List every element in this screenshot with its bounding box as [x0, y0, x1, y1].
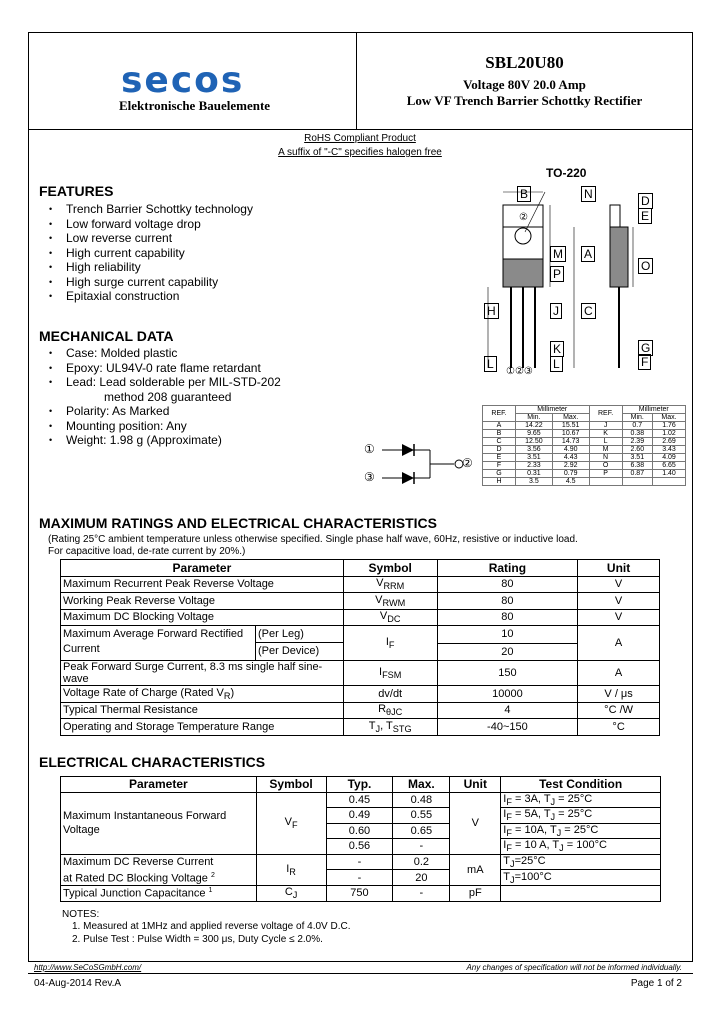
- dim-label-c: C: [581, 303, 596, 319]
- mech-item: method 208 guaranteed: [104, 389, 232, 404]
- table-row: Maximum Average Forward Rectified Current (Per Leg) (Per Device) $I_F$ 10 A: [61, 626, 660, 644]
- dim-label-n: N: [581, 186, 596, 202]
- mechanical-title: MECHANICAL DATA: [39, 328, 174, 344]
- mech-item: • Mounting position: Any: [39, 419, 281, 434]
- feature-item: • High surge current capability: [39, 275, 253, 290]
- dim-label-d: D: [638, 193, 653, 209]
- logo-subtitle: Elektronische Bauelemente: [119, 98, 271, 113]
- spec-line2: Low VF Trench Barrier Schottky Rectifier: [406, 93, 643, 108]
- table-row: Typical Thermal Resistance $R_{\theta JC}$ 4 °C /W: [61, 702, 660, 719]
- dim-label-p: P: [550, 266, 564, 282]
- mechanical-list: [39, 346, 281, 448]
- dim-label-b: B: [517, 186, 531, 202]
- pin-markers: ①②③: [506, 366, 533, 377]
- dim-label-j: J: [550, 303, 562, 319]
- feature-item: • Trench Barrier Schottky technology: [39, 202, 253, 217]
- table-row: Maximum Instantaneous Forward Voltage $V_F$ 0.45 0.48 V $I_F = 3A$, $T_J = 25^\circ C$: [61, 792, 661, 808]
- mech-item: • Case: Molded plastic: [39, 346, 281, 361]
- table-row: F 2.33 2.92 O 6.38 6.65: [483, 462, 686, 470]
- note-2: 2. Pulse Test : Pulse Width = 300 μs, Duty Cycle ≤ 2.0%.: [72, 934, 323, 945]
- table-row: B 9.65 10.67 K 0.38 1.02: [483, 430, 686, 438]
- elec-table: Parameter Symbol Typ. Max. Unit Test Condition Maximum Instantaneous Forward Voltage $V_F$ 0.45 0.48 V $I_F = 3A$, $T_J = 25^\circ C$ 0.49 0.55 $I_F = 5A$, $T_J = 25^\circ C$ 0.60 0.65 $I_F = 10A$, $T_J = 25^\circ C$ 0.56 - $I_F = 10$ A, $T_J = 100^\circ C$ Maximum DC Reverse Current at Rated DC Blocking Voltage $^2$ $I_R$ - 0.2 mA $T_J=25^\circ C$ - 20 $T_J=100^\circ C$ Typical Junction Capacitance $^1$ $C_J$ 750 - pF: [60, 776, 661, 902]
- pin2-label: ②: [462, 456, 473, 470]
- notes-title: NOTES:: [62, 909, 100, 920]
- table-row: G 0.31 0.79 P 0.87 1.40: [483, 470, 686, 478]
- table-row: 0.60 0.65 $I_F = 10A$, $T_J = 25^\circ C$: [61, 823, 661, 839]
- feature-item: • Epitaxial construction: [39, 289, 253, 304]
- ratings-note2: For capacitive load, de-rate current by 20%.): [48, 546, 246, 557]
- table-row: Peak Forward Surge Current, 8.3 ms single half sine-wave $I_{FSM}$ 150 A: [61, 661, 660, 686]
- footer-url[interactable]: http://www.SeCoSGmbH.com/: [34, 963, 142, 972]
- mech-item: • Weight: 1.98 g (Approximate): [39, 433, 281, 448]
- table-row: D 3.56 4.90 M 2.60 3.43: [483, 446, 686, 454]
- dimension-table: REF. Millimeter REF. Millimeter Min. Max. Min. Max. A 14.22 15.51 J 0.7 1.76 B 9.65 10.67 K 0.38 1.02 C 12.50 14.73 L 2.39 2.69 D 3.56 4.90 M 2.60 3.43 E 3.51 4.43 N 3.51 4.09 F 2.33 2.92 O 6.38 6.65 G 0.31 0.79 P 0.87 1.40 H 3.5 4.5: [482, 405, 686, 486]
- dim-label-o: O: [638, 258, 653, 274]
- table-row: - 20 $T_J=100^\circ C$: [61, 870, 661, 886]
- table-row: E 3.51 4.43 N 3.51 4.09: [483, 454, 686, 462]
- table-row: A 14.22 15.51 J 0.7 1.76: [483, 422, 686, 430]
- table-row: Maximum DC Blocking Voltage $V_{DC}$ 80 V: [61, 609, 660, 626]
- table-row: C 12.50 14.73 L 2.39 2.69: [483, 438, 686, 446]
- dim-label-l: L: [550, 356, 563, 372]
- dim-label-k: K: [550, 341, 564, 357]
- dim-label-h: H: [484, 303, 499, 319]
- logo: secos: [121, 60, 245, 101]
- feature-item: • High current capability: [39, 246, 253, 261]
- pin2-marker: ②: [519, 212, 528, 223]
- rohs-line2: A suffix of "-C" specifies halogen free: [278, 147, 442, 158]
- feature-item: • Low reverse current: [39, 231, 253, 246]
- footer-date: 04-Aug-2014 Rev.A: [34, 978, 122, 989]
- table-row: H 3.5 4.5: [483, 478, 686, 486]
- dim-label-m: M: [550, 246, 566, 262]
- max-ratings-table: Parameter Symbol Rating Unit Maximum Recurrent Peak Reverse Voltage $V_{RRM}$ 80 V Working Peak Reverse Voltage $V_{RWM}$ 80 V Maximum DC Blocking Voltage $V_{DC}$ 80 V Maximum Average Forward Rectified Current (Per Leg) (Per Device) $I_F$ 10 A 20 Peak Forward Surge Current, 8.3 ms single half sine-wave $I_{FSM}$ 150 A Voltage Rate of Charge (Rated $V_R$) dv/dt 10000 V / μs Typical Thermal Resistance $R_{\theta JC}$ 4 °C /W Operating and Storage Temperature Range $T_J$, $T_{STG}$ -40~150 °C: [60, 559, 660, 736]
- header: [29, 33, 692, 130]
- features-list: [39, 202, 253, 304]
- max-ratings-title: MAXIMUM RATINGS AND ELECTRICAL CHARACTERISTICS: [39, 515, 437, 531]
- table-row: Voltage Rate of Charge (Rated $V_R$) dv/dt 10000 V / μs: [61, 686, 660, 703]
- spec-line1: Voltage 80V 20.0 Amp: [463, 77, 586, 92]
- table-row: 0.49 0.55 $I_F = 5A$, $T_J = 25^\circ C$: [61, 808, 661, 824]
- dim-label-a: A: [581, 246, 595, 262]
- pin3-label: ③: [364, 470, 375, 484]
- mech-item: • Epoxy: UL94V-0 rate flame retardant: [39, 361, 281, 376]
- elec-title: ELECTRICAL CHARACTERISTICS: [39, 754, 266, 770]
- note-1: 1. Measured at 1MHz and applied reverse voltage of 4.0V D.C.: [72, 921, 351, 932]
- dim-label-e: E: [638, 208, 652, 224]
- pin1-label: ①: [364, 442, 375, 456]
- footer-disclaimer: Any changes of specification will not be informed individually.: [466, 963, 682, 972]
- feature-item: • High reliability: [39, 260, 253, 275]
- dim-label-g: G: [638, 340, 653, 356]
- table-row: Typical Junction Capacitance $^1$ $C_J$ 750 - pF: [61, 886, 661, 902]
- table-row: Maximum Recurrent Peak Reverse Voltage $V_{RRM}$ 80 V: [61, 576, 660, 593]
- footer-page: Page 1 of 2: [630, 978, 682, 989]
- package-title: TO-220: [546, 166, 587, 180]
- table-row: Working Peak Reverse Voltage $V_{RWM}$ 80 V: [61, 593, 660, 610]
- ratings-note1: (Rating 25°C ambient temperature unless otherwise specified. Single phase half wave, 60Hz, resistive or inductive load.: [48, 534, 578, 545]
- dim-label-f: F: [638, 354, 651, 370]
- table-row: Operating and Storage Temperature Range $T_J$, $T_{STG}$ -40~150 °C: [61, 719, 660, 736]
- rohs-line1: RoHS Compliant Product: [304, 133, 416, 144]
- table-row: Maximum DC Reverse Current at Rated DC Blocking Voltage $^2$ $I_R$ - 0.2 mA $T_J=25^\circ C$: [61, 854, 661, 870]
- mech-item: • Polarity: As Marked: [39, 404, 281, 419]
- features-title: FEATURES: [39, 183, 114, 199]
- mech-item: • Lead: Lead solderable per MIL-STD-202: [39, 375, 281, 390]
- table-row: 0.56 - $I_F = 10$ A, $T_J = 100^\circ C$: [61, 839, 661, 855]
- part-number: SBL20U80: [485, 53, 564, 72]
- feature-item: • Low forward voltage drop: [39, 217, 253, 232]
- dim-label-l2: L: [484, 356, 497, 372]
- circuit-symbol: [362, 440, 472, 490]
